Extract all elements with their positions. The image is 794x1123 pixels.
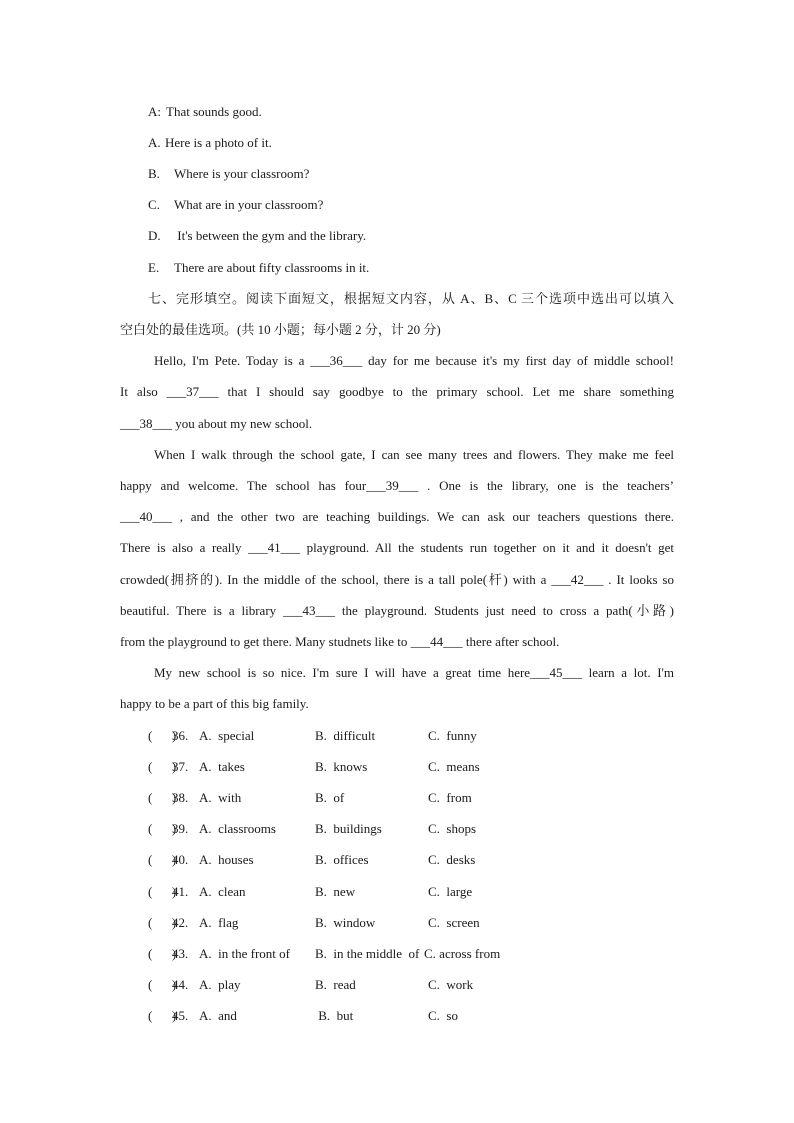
option-e [148, 260, 369, 276]
question-number: 37. [172, 759, 189, 774]
option-a-colon [148, 104, 262, 120]
question-number: 40. [172, 852, 189, 867]
choice-a: A. houses [199, 852, 254, 867]
choice-c: C. large [428, 884, 473, 899]
answer-blank[interactable]: ( ) [148, 759, 177, 774]
question-number: 42. [172, 915, 189, 930]
choice-c: C. desks [428, 852, 476, 867]
choice-a: A. classrooms [199, 821, 276, 836]
option-label: D. [148, 228, 161, 243]
section-heading-line2: 空白处的最佳选项。(共 10 小题；每小题 2 分，计 20 分) [120, 322, 441, 337]
passage-line: happy and welcome. The school has four___39___ . One is the library, one is the teachers’ [120, 478, 674, 493]
section-heading-line1: 七、完形填空。阅读下面短文，根据短文内容，从 A、B、C 三个选项中选出可以填入 [148, 291, 674, 306]
passage-line: It also ___37___ that I should say goodbye to the primary school. Let me share something [120, 384, 674, 399]
passage-line: crowded(拥挤的). In the middle of the school, there is a tall pole(杆) with a ___42___ . It looks so [120, 572, 674, 587]
option-text: Here is a photo of it. [165, 135, 272, 150]
choice-c: C. work [428, 977, 474, 992]
question-number: 41. [172, 884, 189, 899]
option-label: E. [148, 260, 160, 275]
passage-line: ___40___ , and the other two are teaching buildings. We can ask our teachers questions there. [120, 509, 674, 524]
answer-blank[interactable]: ( ) [148, 1008, 177, 1023]
choice-a: A. with [199, 790, 242, 805]
question-number: 45. [172, 1008, 189, 1023]
answer-blank[interactable]: ( ) [148, 852, 177, 867]
passage-line: happy to be a part of this big family. [120, 696, 309, 711]
option-label: B. [148, 166, 160, 181]
choice-b: B. of [315, 790, 345, 805]
choice-b: B. offices [315, 852, 369, 867]
answer-blank[interactable]: ( ) [148, 946, 177, 961]
choice-c: C. funny [428, 728, 477, 743]
question-number: 38. [172, 790, 189, 805]
answer-blank[interactable]: ( ) [148, 915, 177, 930]
answer-blank[interactable]: ( ) [148, 821, 177, 836]
choice-a: A. clean [199, 884, 246, 899]
option-a [148, 135, 272, 151]
option-label: A: [148, 104, 161, 119]
answer-blank[interactable]: ( ) [148, 790, 177, 805]
choice-c: C. means [428, 759, 480, 774]
option-b [148, 166, 309, 182]
answer-blank[interactable]: ( ) [148, 728, 177, 743]
question-number: 36. [172, 728, 189, 743]
passage-line: Hello, I'm Pete. Today is a ___36___ day for me because it's my first day of middle school! [154, 353, 674, 368]
choice-a: A. play [199, 977, 241, 992]
option-text: That sounds good. [166, 104, 262, 119]
passage-line: There is also a really ___41___ playground. All the students run together on it and it doesn't get [120, 540, 674, 555]
choice-b: B. difficult [315, 728, 376, 743]
option-label: C. [148, 197, 160, 212]
option-text: What are in your classroom? [174, 197, 324, 212]
choice-b: B. new [315, 884, 356, 899]
choice-c: C. shops [428, 821, 477, 836]
choice-a: A. takes [199, 759, 245, 774]
choice-b: B. knows [315, 759, 368, 774]
passage-line: beautiful. There is a library ___43___ the playground. Students just need to cross a path(小路) [120, 603, 674, 618]
question-number: 39. [172, 821, 189, 836]
choice-a: A. flag [199, 915, 239, 930]
choice-a: A. in the front of [199, 946, 290, 961]
passage-line: My new school is so nice. I'm sure I will have a great time here___45___ learn a lot. I'm [154, 665, 674, 680]
option-label: A. [148, 135, 161, 150]
option-text: Where is your classroom? [174, 166, 310, 181]
passage-line: from the playground to get there. Many studnets like to ___44___ there after school. [120, 634, 560, 649]
choice-a: A. special [199, 728, 255, 743]
choice-c: C. across from [424, 946, 501, 961]
choice-b: B. in the middle of [315, 946, 420, 961]
choice-b: B. read [315, 977, 356, 992]
question-number: 44. [172, 977, 189, 992]
passage-line: When I walk through the school gate, I can see many trees and flowers. They make me feel [154, 447, 674, 462]
choice-b: B. window [315, 915, 376, 930]
passage-line: ___38___ you about my new school. [120, 416, 313, 431]
answer-blank[interactable]: ( ) [148, 884, 177, 899]
option-d [148, 228, 366, 244]
choice-b: B. buildings [315, 821, 382, 836]
option-text: It's between the gym and the library. [174, 228, 367, 243]
answer-blank[interactable]: ( ) [148, 977, 177, 992]
option-text: There are about fifty classrooms in it. [174, 260, 370, 275]
choice-b: B. but [315, 1008, 354, 1023]
option-c [148, 197, 323, 213]
choice-c: C. from [428, 790, 472, 805]
question-number: 43. [172, 946, 189, 961]
choice-c: C. screen [428, 915, 480, 930]
choice-c: C. so [428, 1008, 458, 1023]
choice-a: A. and [199, 1008, 237, 1023]
